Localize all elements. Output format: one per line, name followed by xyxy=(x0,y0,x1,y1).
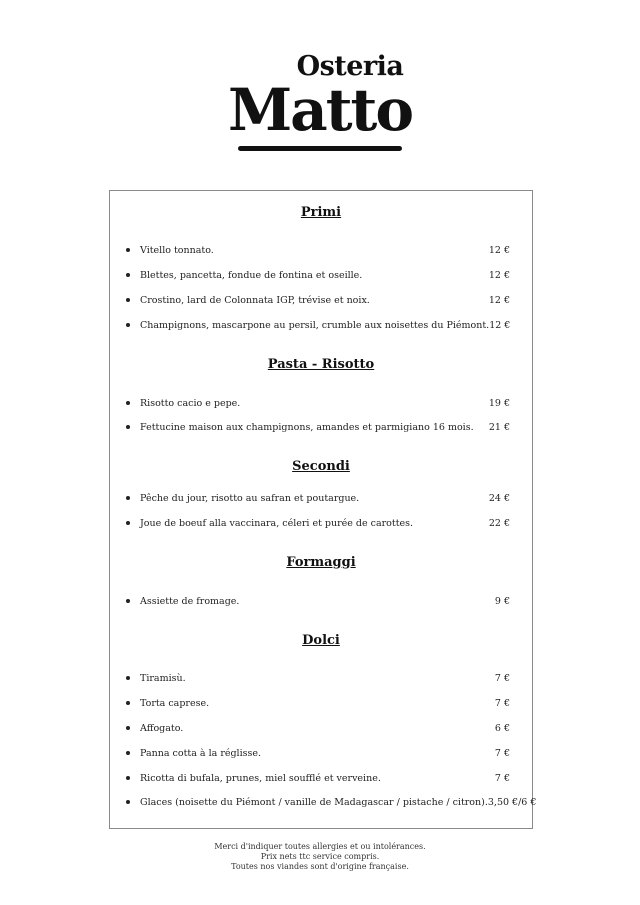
footer-origin-note: Toutes nos viandes sont d'origine française. xyxy=(231,862,409,871)
menu-item xyxy=(126,516,510,532)
menu-item-price: 3,50 €/6 € xyxy=(487,797,537,808)
restaurant-logo xyxy=(0,52,640,151)
menu-item-price: 19 € xyxy=(488,398,510,409)
menu-item-price: 12 € xyxy=(488,295,510,306)
menu-item-price: 22 € xyxy=(488,518,510,529)
bullet-icon xyxy=(126,701,130,705)
menu-item-name: Affogato. xyxy=(140,723,184,734)
bullet-icon xyxy=(126,496,130,500)
menu-item-name: Torta caprese. xyxy=(140,698,210,709)
menu-item-price: 12 € xyxy=(488,245,510,256)
menu-item-price: 24 € xyxy=(488,493,510,504)
logo-underline-bar xyxy=(238,146,402,151)
section-title-pasta-risotto: Pasta - Risotto xyxy=(267,357,375,372)
menu-item xyxy=(126,420,510,436)
menu-item-name: Crostino, lard de Colonnata IGP, trévise et noix. xyxy=(140,295,370,306)
menu-item-name: Champignons, mascarpone au persil, crumble aux noisettes du Piémont. xyxy=(140,320,490,331)
menu-item xyxy=(126,594,510,610)
menu-item-price: 12 € xyxy=(488,270,510,281)
menu-item xyxy=(126,671,510,687)
menu-item-name: Pêche du jour, risotto au safran et poutargue. xyxy=(140,493,360,504)
bullet-icon xyxy=(126,425,130,429)
menu-item-name: Ricotta di bufala, prunes, miel soufflé et verveine. xyxy=(140,773,381,784)
menu-item-price: 12 € xyxy=(489,320,511,331)
bullet-icon xyxy=(126,323,130,327)
menu-item-name: Tiramisù. xyxy=(140,673,186,684)
bullet-icon xyxy=(126,751,130,755)
menu-item-name: Risotto cacio e pepe. xyxy=(140,398,241,409)
bullet-icon xyxy=(126,298,130,302)
menu-item-name: Glaces (noisette du Piémont / vanille de Madagascar / pistache / citron). xyxy=(140,797,488,808)
menu-item-price: 7 € xyxy=(494,773,510,784)
menu-item xyxy=(126,721,510,737)
menu-item xyxy=(126,396,510,412)
menu-item xyxy=(126,746,510,762)
menu-item-price: 6 € xyxy=(494,723,510,734)
bullet-icon xyxy=(126,676,130,680)
bullet-icon xyxy=(126,599,130,603)
menu-item-price: 7 € xyxy=(494,673,510,684)
bullet-icon xyxy=(126,273,130,277)
section-title-primi: Primi xyxy=(300,205,342,220)
footer-allergy-note: Merci d'indiquer toutes allergies et ou intolérances. xyxy=(214,842,426,851)
footer-notes xyxy=(0,842,640,872)
menu-item xyxy=(126,795,537,811)
bullet-icon xyxy=(126,248,130,252)
bullet-icon xyxy=(126,726,130,730)
menu-item-name: Blettes, pancetta, fondue de fontina et oseille. xyxy=(140,270,363,281)
menu-item xyxy=(126,491,510,507)
menu-item-name: Joue de boeuf alla vaccinara, céleri et purée de carottes. xyxy=(140,518,414,529)
bullet-icon xyxy=(126,521,130,525)
logo-line-matto: Matto xyxy=(227,76,413,144)
menu-item xyxy=(126,243,510,259)
bullet-icon xyxy=(126,776,130,780)
menu-item-name: Fettucine maison aux champignons, amandes et parmigiano 16 mois. xyxy=(140,422,474,433)
section-title-formaggi: Formaggi xyxy=(286,555,356,570)
menu-item xyxy=(126,293,510,309)
menu-item-name: Panna cotta à la réglisse. xyxy=(140,748,262,759)
menu-item-name: Assiette de fromage. xyxy=(140,596,240,607)
menu-item-price: 7 € xyxy=(494,698,510,709)
menu-item-price: 21 € xyxy=(488,422,510,433)
bullet-icon xyxy=(126,401,130,405)
menu-item-price: 7 € xyxy=(494,748,510,759)
menu-item-price: 9 € xyxy=(494,596,510,607)
menu-item xyxy=(126,318,510,334)
menu-item-name: Vitello tonnato. xyxy=(140,245,214,256)
section-title-dolci: Dolci xyxy=(302,633,340,648)
footer-price-note: Prix nets ttc service compris. xyxy=(260,852,380,861)
logo-line-osteria: Osteria xyxy=(296,51,404,82)
menu-card xyxy=(109,190,537,829)
bullet-icon xyxy=(126,800,130,804)
menu-item xyxy=(126,771,510,787)
menu-item xyxy=(126,696,510,712)
section-title-secondi: Secondi xyxy=(292,459,350,474)
menu-item xyxy=(126,268,510,284)
